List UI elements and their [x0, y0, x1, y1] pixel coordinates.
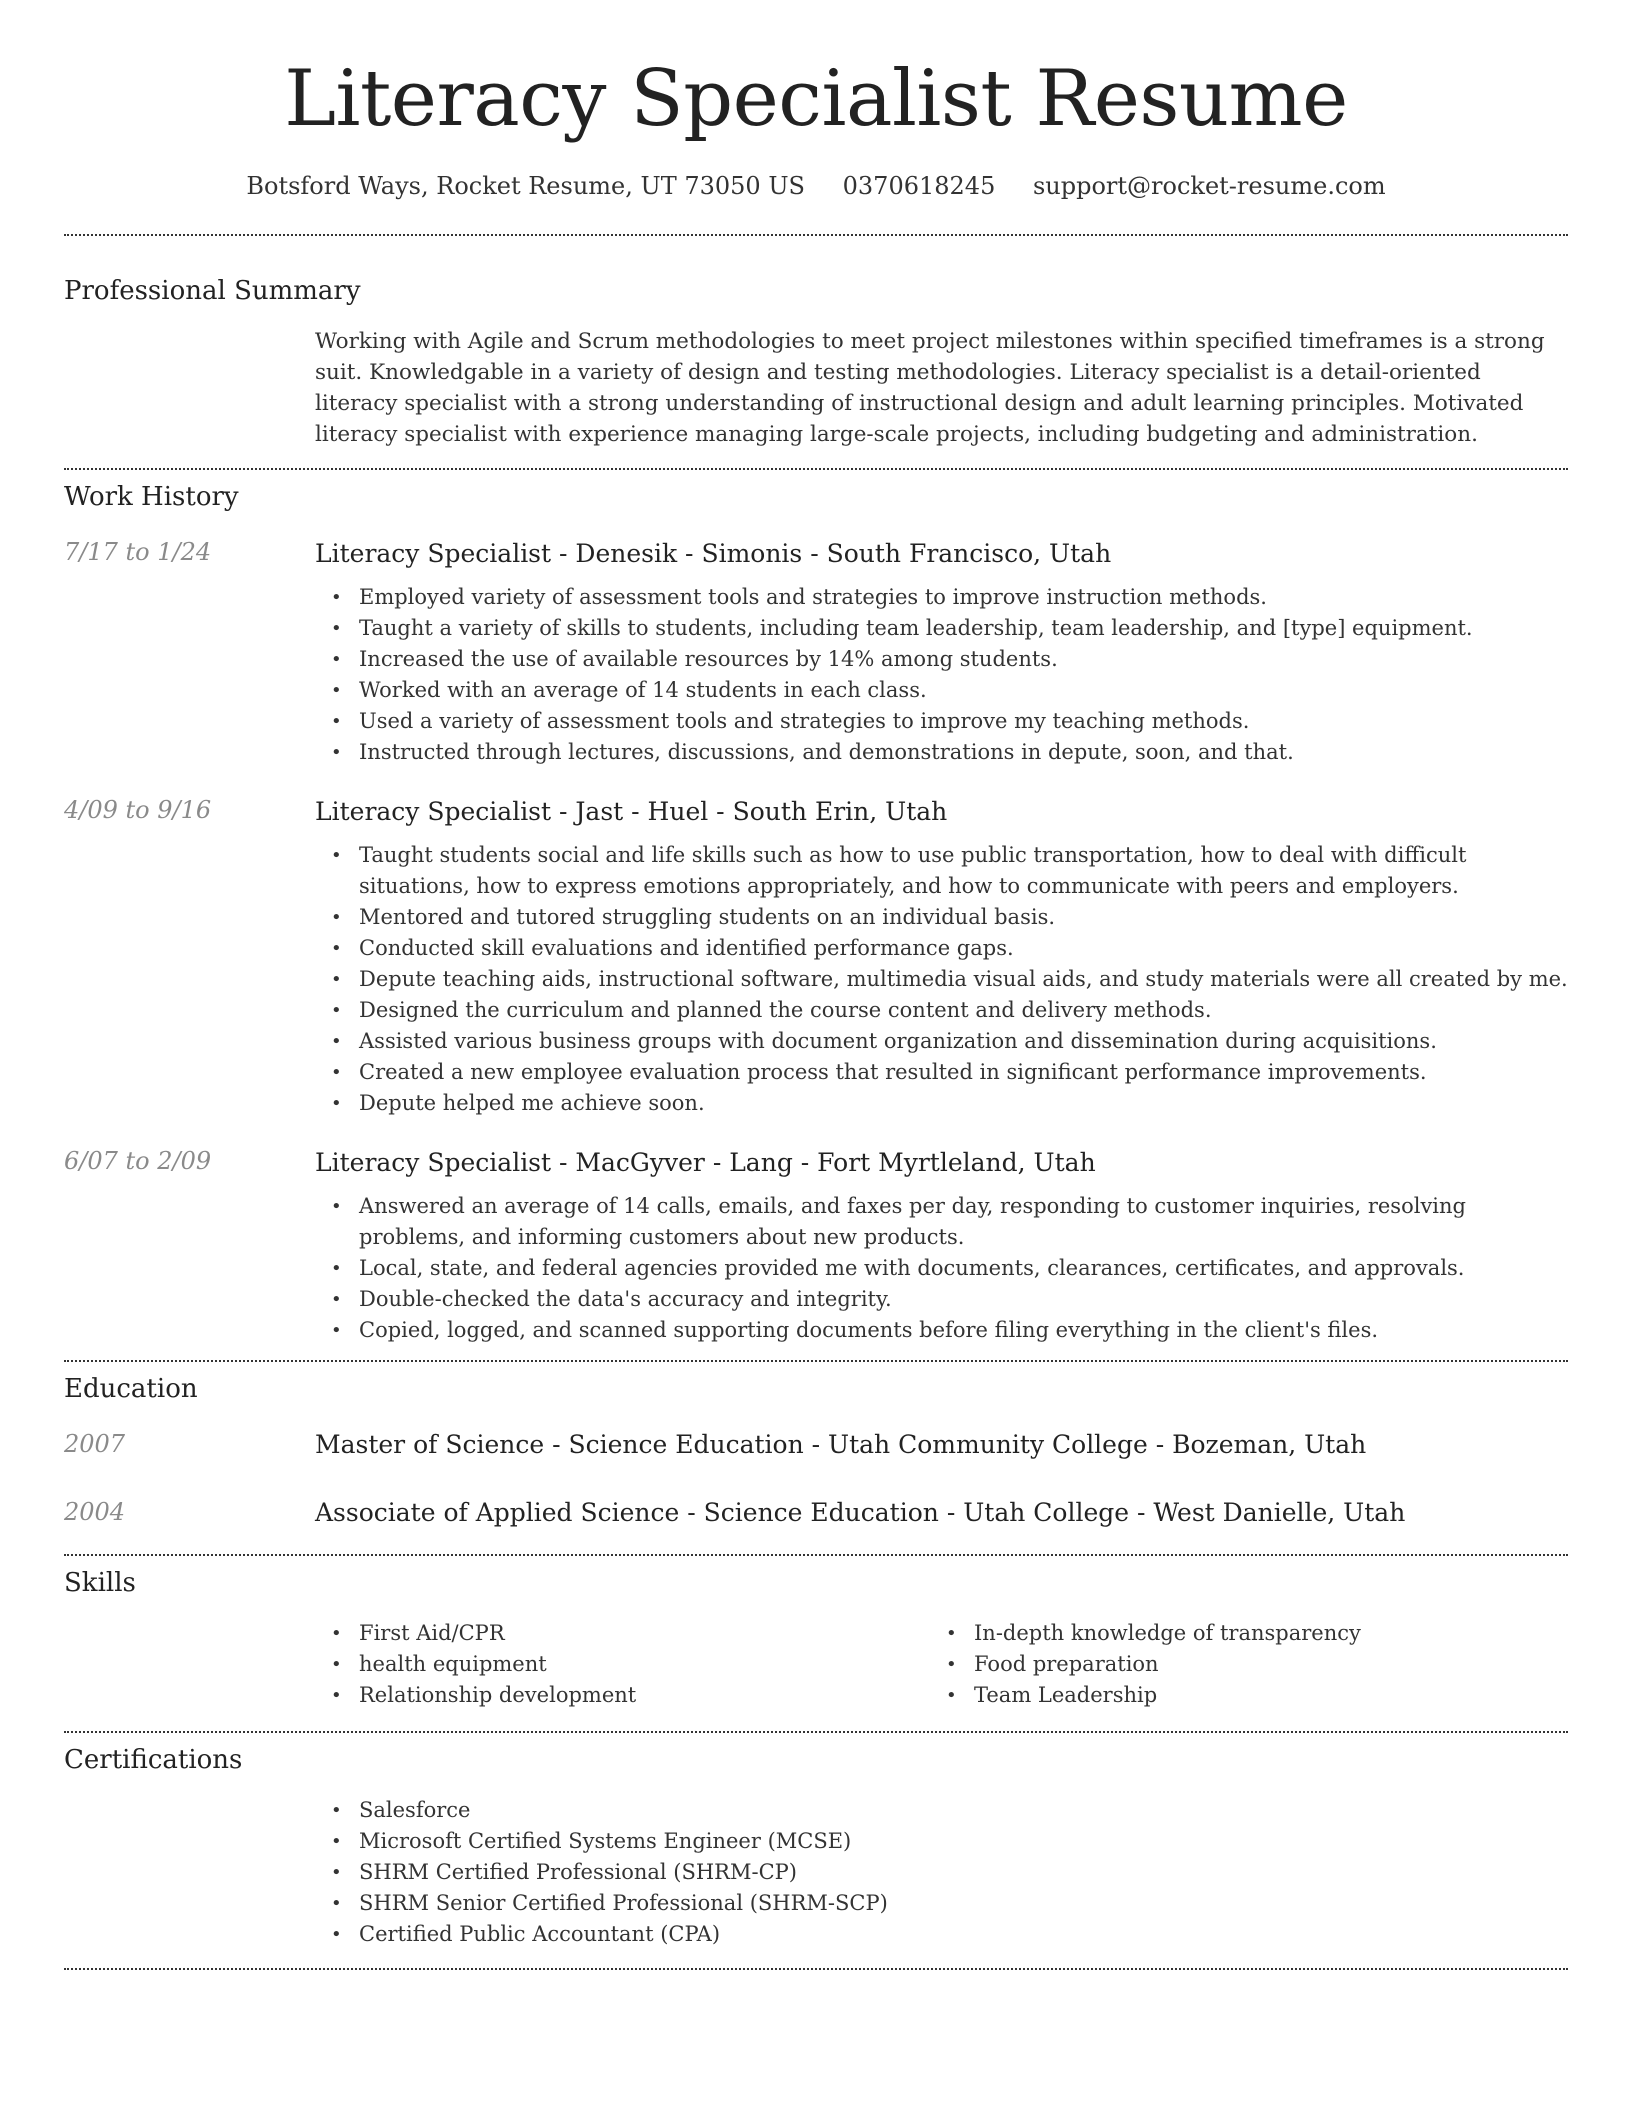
skills-list	[315, 1618, 1568, 1711]
certifications-list	[315, 1795, 1568, 1950]
list-item: • Worked with an average of 14 students in each class.	[315, 675, 1568, 706]
divider	[64, 1731, 1568, 1733]
education-heading: Associate of Applied Science - Science Education - Utah College - West Danielle, Utah	[315, 1498, 1406, 1527]
list-item: • health equipment	[315, 1649, 930, 1680]
education-date: 2004	[64, 1498, 126, 1526]
divider	[64, 468, 1568, 470]
list-item: • Increased the use of available resources by 14% among students.	[315, 644, 1568, 675]
contact-phone: 0370618245	[842, 172, 996, 200]
list-item: • SHRM Certified Professional (SHRM-CP)	[315, 1857, 1568, 1888]
resume-title: Literacy Specialist Resume	[284, 54, 1348, 144]
job-entry	[64, 796, 1568, 1119]
section-title-work: Work History	[64, 482, 239, 512]
skills-column-2	[930, 1618, 1545, 1711]
list-item: • Food preparation	[930, 1649, 1545, 1680]
job-entry	[64, 1147, 1568, 1346]
list-item: • Created a new employee evaluation process that resulted in significant performance improvements.	[315, 1057, 1568, 1088]
list-item: • Relationship development	[315, 1680, 930, 1711]
summary-text: Working with Agile and Scrum methodologies to meet project milestones within specified timeframes is a strong suit. Knowledgable in a variety of design and testing methodologies. Literacy specialist is a detail-oriented literacy specialist with a strong understanding of instructional design and adult learning principles. Motivated literacy specialist with experience managing large-scale projects, including budgeting and administration.	[315, 329, 1545, 447]
list-item: • First Aid/CPR	[315, 1618, 930, 1649]
list-item: • Designed the curriculum and planned the course content and delivery methods.	[315, 995, 1568, 1026]
divider	[64, 1554, 1568, 1556]
job-heading: Literacy Specialist - Jast - Huel - South Erin, Utah	[315, 797, 948, 826]
job-bullets	[315, 1191, 1568, 1346]
list-item: • Used a variety of assessment tools and strategies to improve my teaching methods.	[315, 706, 1568, 737]
section-title-certifications: Certifications	[64, 1745, 243, 1775]
list-item: • Certified Public Accountant (CPA)	[315, 1919, 1568, 1950]
list-item: • Taught students social and life skills such as how to use public transportation, how to deal with difficult situations, how to express emotions appropriately, and how to communicate with peers and employers.	[315, 840, 1568, 902]
list-item: • Local, state, and federal agencies provided me with documents, clearances, certificates, and approvals.	[315, 1253, 1568, 1284]
job-date: 6/07 to 2/09	[64, 1147, 212, 1175]
section-title-education: Education	[64, 1374, 198, 1404]
education-entry	[64, 1498, 1568, 1534]
list-item: • Instructed through lectures, discussions, and demonstrations in depute, soon, and that.	[315, 737, 1568, 768]
list-item: • Depute teaching aids, instructional software, multimedia visual aids, and study materials were all created by me.	[315, 964, 1568, 995]
job-bullets	[315, 840, 1568, 1119]
job-heading: Literacy Specialist - MacGyver - Lang - Fort Myrtleland, Utah	[315, 1148, 1096, 1177]
resume-page	[64, 0, 1568, 1970]
list-item: • Double-checked the data's accuracy and integrity.	[315, 1284, 1568, 1315]
list-item: • Salesforce	[315, 1795, 1568, 1826]
list-item: • Conducted skill evaluations and identified performance gaps.	[315, 933, 1568, 964]
list-item: • Microsoft Certified Systems Engineer (MCSE)	[315, 1826, 1568, 1857]
list-item: • In-depth knowledge of transparency	[930, 1618, 1545, 1649]
list-item: • Answered an average of 14 calls, emails, and faxes per day, responding to customer inquiries, resolving problems, and informing customers about new products.	[315, 1191, 1568, 1253]
divider	[64, 1360, 1568, 1362]
list-item: • Depute helped me achieve soon.	[315, 1088, 1568, 1119]
list-item: • Team Leadership	[930, 1680, 1545, 1711]
contact-address: Botsford Ways, Rocket Resume, UT 73050 US	[246, 172, 805, 200]
list-item: • Assisted various business groups with document organization and dissemination during acquisitions.	[315, 1026, 1568, 1057]
divider	[64, 234, 1568, 236]
education-date: 2007	[64, 1430, 126, 1458]
divider	[64, 1968, 1568, 1970]
contact-email[interactable]: support@rocket-resume.com	[1032, 172, 1386, 200]
list-item: • Mentored and tutored struggling students on an individual basis.	[315, 902, 1568, 933]
skills-column-1	[315, 1618, 930, 1711]
contact-line	[64, 172, 1568, 200]
job-date: 4/09 to 9/16	[64, 796, 212, 824]
list-item: • Employed variety of assessment tools and strategies to improve instruction methods.	[315, 582, 1568, 613]
job-heading: Literacy Specialist - Denesik - Simonis - South Francisco, Utah	[315, 539, 1112, 568]
job-entry	[64, 538, 1568, 768]
job-date: 7/17 to 1/24	[64, 538, 212, 566]
job-bullets	[315, 582, 1568, 768]
list-item: • Taught a variety of skills to students, including team leadership, team leadership, and [type] equipment.	[315, 613, 1568, 644]
education-heading: Master of Science - Science Education - Utah Community College - Bozeman, Utah	[315, 1430, 1367, 1459]
section-title-summary: Professional Summary	[64, 276, 361, 306]
section-title-skills: Skills	[64, 1568, 136, 1598]
list-item: • Copied, logged, and scanned supporting documents before filing everything in the client's files.	[315, 1315, 1568, 1346]
education-entry	[64, 1430, 1568, 1466]
list-item: • SHRM Senior Certified Professional (SHRM-SCP)	[315, 1888, 1568, 1919]
